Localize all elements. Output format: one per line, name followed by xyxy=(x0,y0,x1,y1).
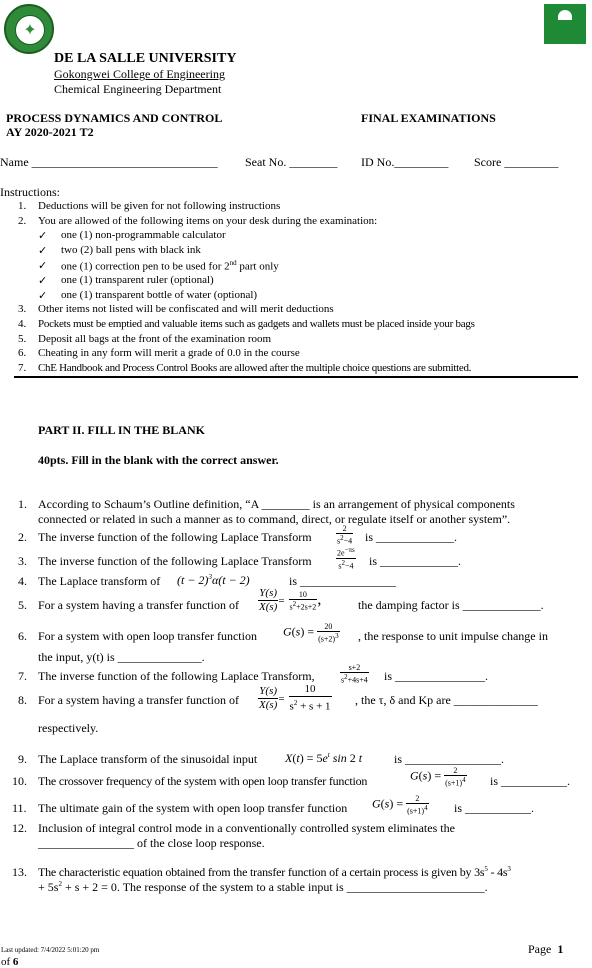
id-field[interactable]: ID No._________ xyxy=(361,155,449,169)
question-text: The characteristic equation obtained from the transfer function of a certain process is given by $3s^5 - 4s^3$ xyxy=(38,865,511,879)
page-label: Page 1 xyxy=(528,942,564,956)
check-icon: ✓ xyxy=(38,229,48,242)
name-field[interactable]: Name _______________________________ xyxy=(0,155,218,169)
question-blank[interactable]: , the τ, δ and Kp are ______________ xyxy=(355,693,538,707)
transfer-function: $\frac{Y(s)}{X(s)}$ = $\frac{10}{s^2+2s+2}$ , xyxy=(259,587,322,613)
part-title: PART II. FILL IN THE BLANK xyxy=(38,423,205,437)
question-text: For a system with open loop transfer function xyxy=(38,629,257,643)
question-blank[interactable]: ________________ of the close loop response. xyxy=(38,836,265,850)
college-name: Gokongwei College of Engineering xyxy=(54,67,225,81)
question-number: 9. xyxy=(18,752,27,766)
instruction-num: 1. xyxy=(18,200,27,212)
leaf-icon xyxy=(558,10,572,20)
question-text: For a system having a transfer function of xyxy=(38,598,239,612)
question-blank[interactable]: the damping factor is _____________. xyxy=(358,598,544,612)
page-total: of 6 xyxy=(1,956,19,968)
question-blank[interactable]: is ________________ xyxy=(289,574,397,588)
instruction-num: 4. xyxy=(18,318,27,330)
question-blank[interactable]: is _______________. xyxy=(384,669,489,683)
question-number: 10. xyxy=(12,774,27,788)
question-blank[interactable]: is ___________. xyxy=(454,801,535,815)
question-text: Inclusion of integral control mode in a conventionally controlled system eliminates the xyxy=(38,821,455,835)
question-number: 11. xyxy=(12,801,27,815)
instructions-title: Instructions: xyxy=(0,185,60,199)
allowed-item: one (1) correction pen to be used for 2nd part only xyxy=(61,259,279,273)
question-number: 13. xyxy=(12,865,27,879)
question-number: 12. xyxy=(12,821,27,835)
question-blank[interactable]: + $5s^2 + s + 2 = 0$. The response of the system to a stable input is _______________________. xyxy=(38,880,488,894)
question-blank[interactable]: the input, y(t) is ______________. xyxy=(38,650,205,664)
question-text: respectively. xyxy=(38,721,99,735)
star-icon: ✦ xyxy=(23,20,37,39)
transfer-function: G(s) = $\frac{20}{(s+2)^3}$ xyxy=(283,622,339,644)
question-blank[interactable]: is ________________. xyxy=(394,752,505,766)
instruction-item: Deposit all bags at the front of the examination room xyxy=(38,333,272,345)
question-text: For a system having a transfer function of xyxy=(38,693,239,707)
question-text: The ultimate gain of the system with open loop transfer function xyxy=(38,801,348,815)
instruction-item: Deductions will be given for not following instructions xyxy=(38,200,281,212)
question-number: 1. xyxy=(18,497,27,511)
allowed-item: one (1) non-programmable calculator xyxy=(61,229,226,241)
course-term: AY 2020-2021 T2 xyxy=(6,125,94,139)
university-name: DE LA SALLE UNIVERSITY xyxy=(54,51,237,66)
department-name: Chemical Engineering Department xyxy=(54,82,222,96)
question-blank[interactable]: is _____________. xyxy=(365,530,458,544)
instruction-item: You are allowed of the following items on your desk during the examination: xyxy=(38,215,378,227)
laplace-fraction: $\frac{2e^{-\pi s}}{s^2-4}$ xyxy=(337,546,355,571)
college-logo xyxy=(544,4,586,44)
course-title: PROCESS DYNAMICS AND CONTROL xyxy=(6,111,223,125)
check-icon: ✓ xyxy=(38,274,48,287)
instruction-item: Pockets must be emptied and valuable items such as gadgets and wallets must be placed inside your bags xyxy=(38,318,475,330)
transfer-function: $\frac{Y(s)}{X(s)}$ = $\frac{10}{s^2 + s + 1}$ xyxy=(259,683,331,713)
question-text: The inverse function of the following Laplace Transform, xyxy=(38,669,315,683)
allowed-item: two (2) ball pens with black ink xyxy=(61,244,201,256)
question-text: According to Schaum’s Outline definition, “A ________ is an arrangement of physical components xyxy=(38,497,515,511)
instruction-num: 6. xyxy=(18,347,27,359)
divider xyxy=(14,376,578,378)
instruction-num: 2. xyxy=(18,215,27,227)
last-updated: Last updated: 7/4/2022 5:01:20 pm xyxy=(1,946,100,954)
exam-title: FINAL EXAMINATIONS xyxy=(361,111,496,125)
part-subtitle: 40pts. Fill in the blank with the correct answer. xyxy=(38,453,279,467)
question-number: 3. xyxy=(18,554,27,568)
allowed-item: one (1) transparent bottle of water (optional) xyxy=(61,289,258,301)
question-text: The inverse function of the following Laplace Transform xyxy=(38,554,312,568)
laplace-fraction: $\frac{2}{s^2-4}$ xyxy=(337,524,353,546)
score-field[interactable]: Score _________ xyxy=(474,155,559,169)
question-text: , the response to unit impulse change in xyxy=(358,629,548,643)
instruction-item: ChE Handbook and Process Control Books are allowed after the multiple choice questions are submitted. xyxy=(38,362,472,374)
instruction-item: Cheating in any form will merit a grade of 0.0 in the course xyxy=(38,347,300,359)
check-icon: ✓ xyxy=(38,259,48,272)
transfer-function: G(s) = $\frac{2}{(s+1)^4}$ xyxy=(372,794,428,816)
math-expression: $X(t) = 5e^t$ sin 2 t xyxy=(285,751,363,765)
question-text: connected or related in such a manner as to command, direct, or regulate itself or another system”. xyxy=(38,512,511,526)
instruction-num: 3. xyxy=(18,303,27,315)
check-icon: ✓ xyxy=(38,244,48,257)
question-text: The Laplace transform of xyxy=(38,574,161,588)
question-number: 4. xyxy=(18,574,27,588)
question-text: The inverse function of the following Laplace Transform xyxy=(38,530,312,544)
question-number: 5. xyxy=(18,598,27,612)
question-text: The crossover frequency of the system with open loop transfer function xyxy=(38,774,368,788)
instruction-num: 5. xyxy=(18,333,27,345)
question-number: 7. xyxy=(18,669,27,683)
question-number: 6. xyxy=(18,629,27,643)
laplace-fraction: $\frac{s+2}{s^2+4s+4}$ xyxy=(341,663,368,685)
university-seal-logo xyxy=(4,4,54,54)
question-text: The Laplace transform of the sinusoidal input xyxy=(38,752,258,766)
allowed-item: one (1) transparent ruler (optional) xyxy=(61,274,214,286)
math-expression: $(t - 2)^3\alpha(t - 2)$ xyxy=(177,573,250,587)
transfer-function: G(s) = $\frac{2}{(s+1)^4}$ xyxy=(410,766,466,788)
question-number: 8. xyxy=(18,693,27,707)
question-blank[interactable]: is ___________. xyxy=(490,774,571,788)
instruction-num: 7. xyxy=(18,362,27,374)
question-number: 2. xyxy=(18,530,27,544)
seat-field[interactable]: Seat No. ________ xyxy=(245,155,338,169)
check-icon: ✓ xyxy=(38,289,48,302)
question-blank[interactable]: is _____________. xyxy=(369,554,462,568)
instruction-item: Other items not listed will be confiscated and will merit deductions xyxy=(38,303,334,315)
